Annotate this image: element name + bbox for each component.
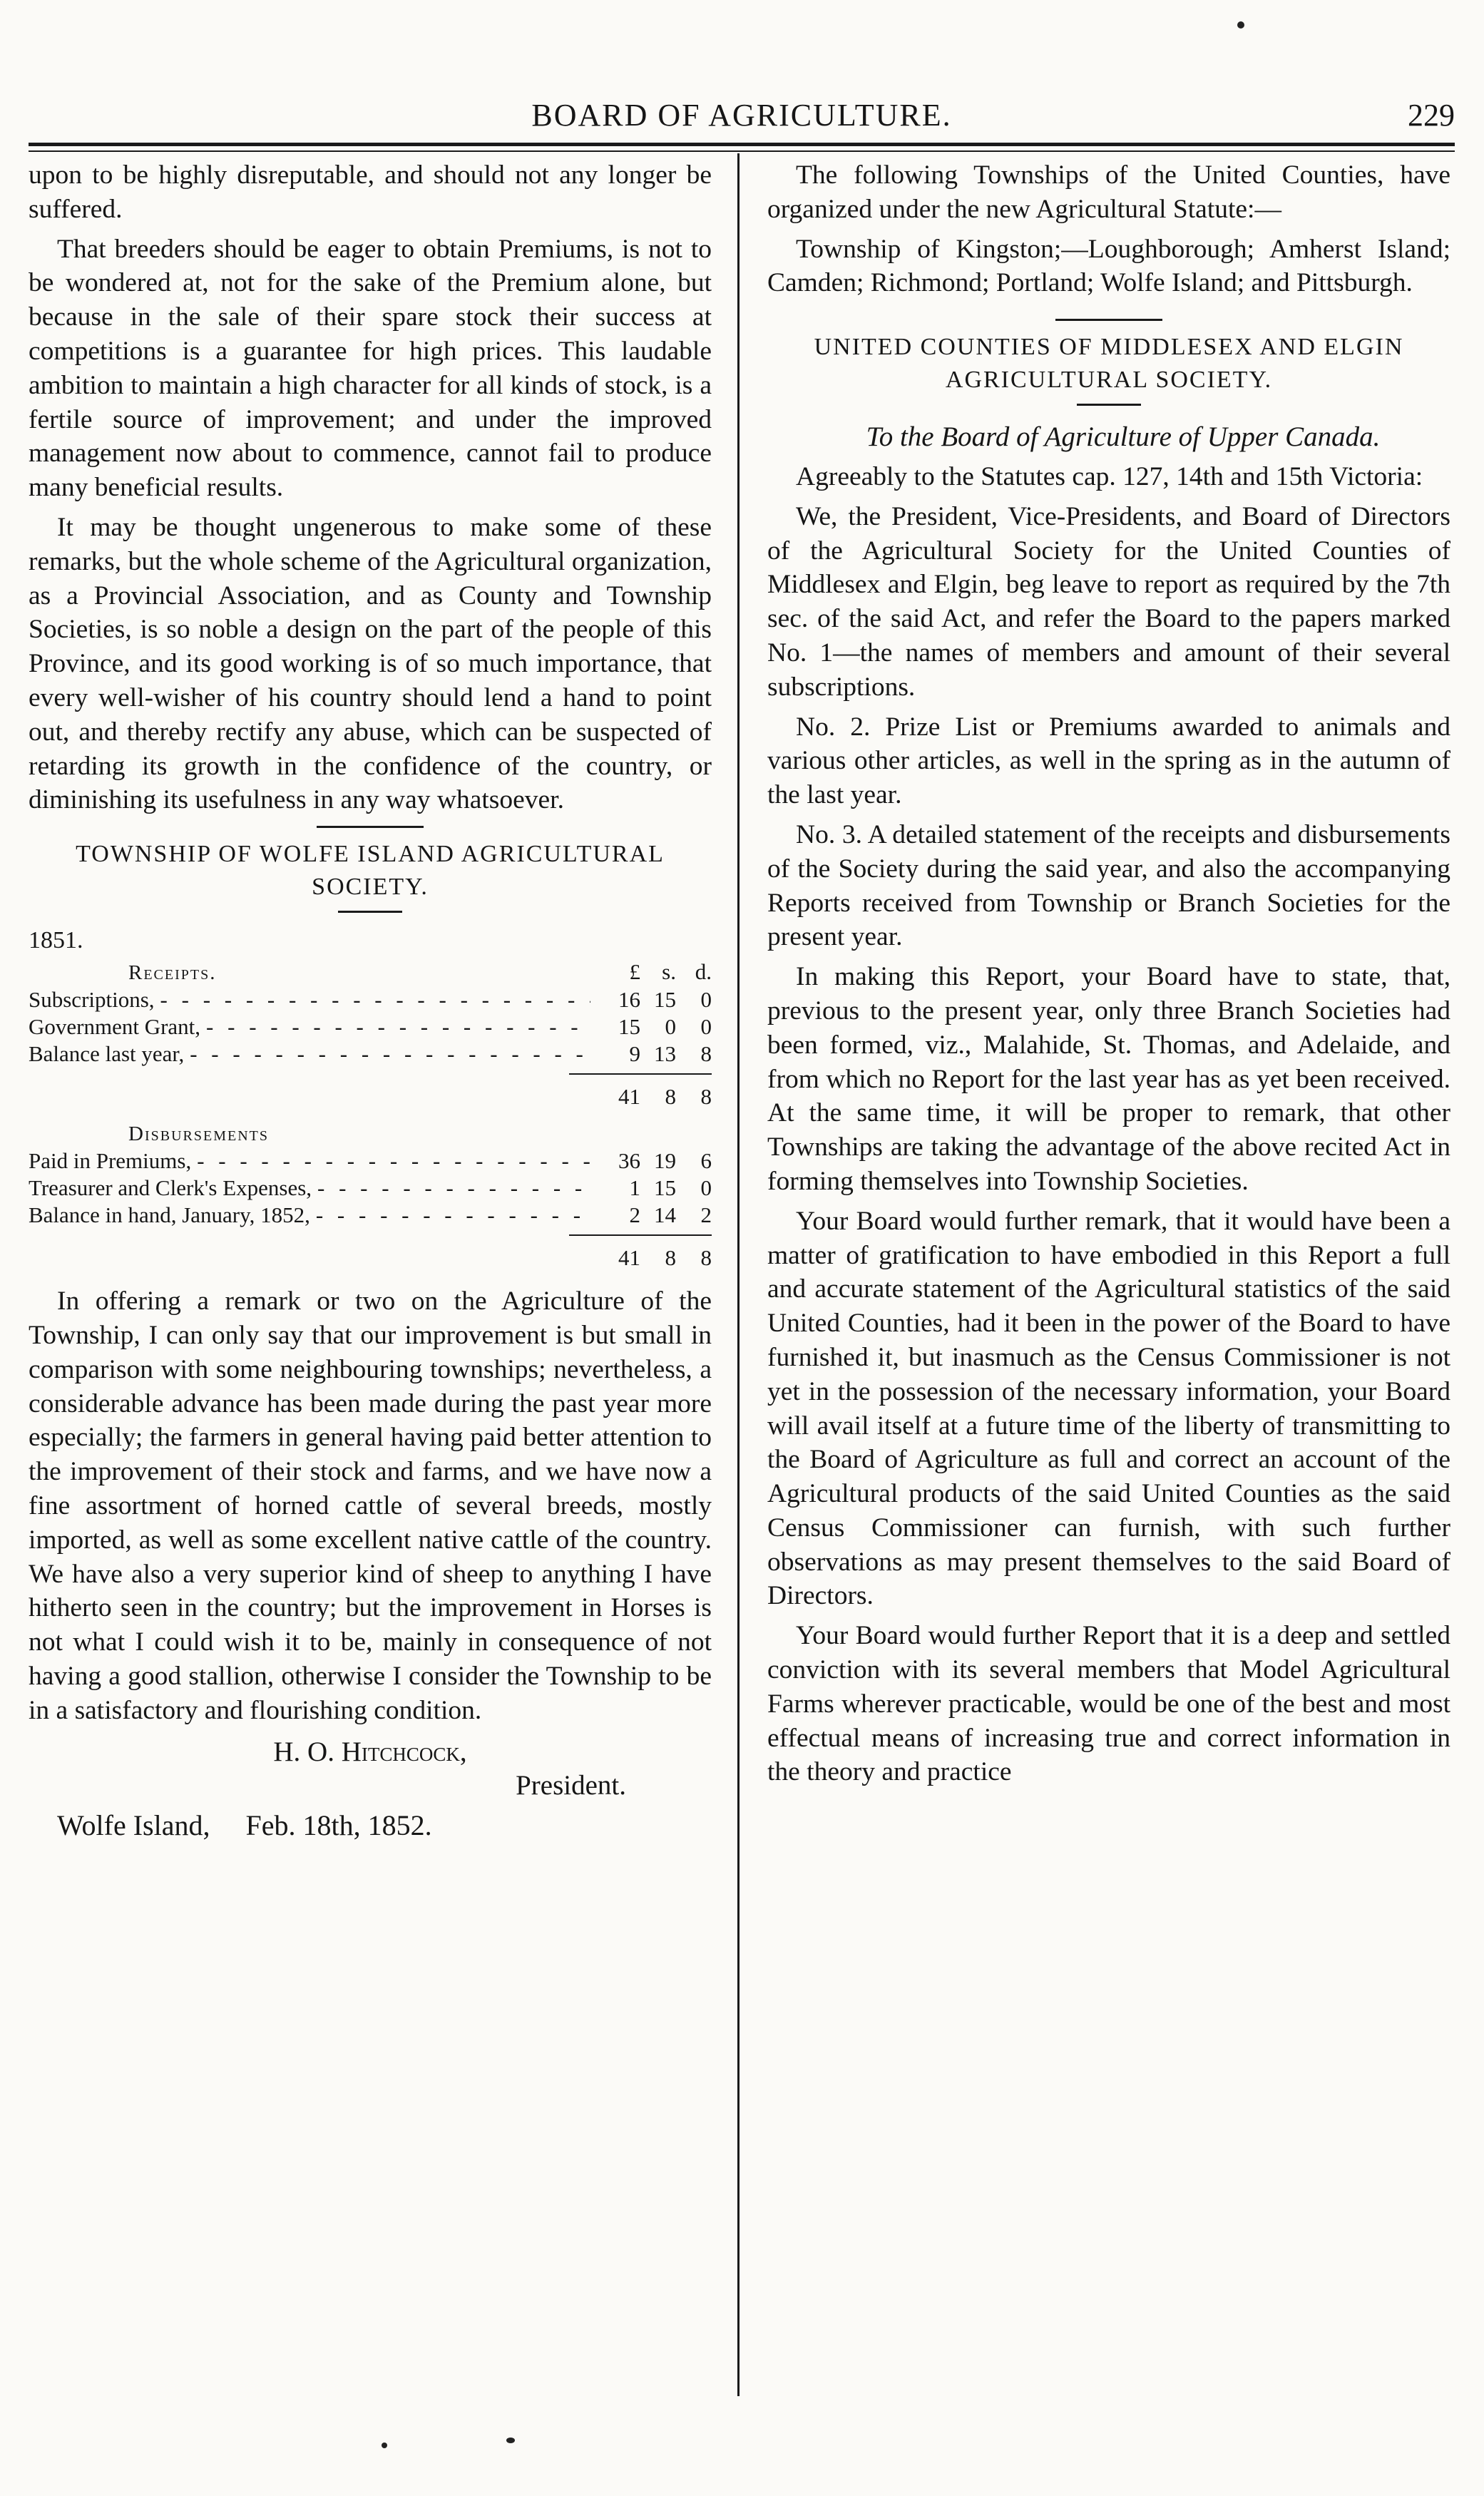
disbursements-header xyxy=(29,1120,712,1147)
paragraph: In offering a remark or two on the Agriculture of the Township, I can only say that our improvement is but small in comparison with some neighbouring townships; nevertheless, a considerable advance has been made during the past year more especially; the farmers in general having paid better attention to the improvement of their stock and farms, and we have now a fine assortment of horned cattle of several breeds, mostly imported, as well as some excellent native cattle of the country. We have also a very superior kind of sheep to anything I have hitherto seen in the country; but the improvement in Horses is not what I could wish it to be, mainly in consequence of not having a good stallion, otherwise I consider the Township to be in a satisfactory and flourishing condition. xyxy=(29,1287,712,1725)
receipts-header xyxy=(29,958,712,986)
left-column xyxy=(29,158,712,1848)
table-row: Balance in hand, January, 1852, - - - 2 14 2 xyxy=(29,1202,712,1229)
disbursements-total: 41 8 8 xyxy=(618,1245,712,1271)
paragraph: In making this Report, your Board have to state, that, previous to the present year, only three Branch Societies had been formed, viz., Malahide, St. Thomas, and Adelaide, and from which no Report for the last year has as yet been received. At the same time, it will be proper to remark, that other Townships are taking the advantage of the above recited Act in forming themselves into Township Societies. xyxy=(767,962,1450,1196)
section-rule xyxy=(317,826,424,828)
section-rule-small xyxy=(1077,404,1141,406)
signature-place-date xyxy=(29,1809,712,1843)
total-rule xyxy=(569,1073,712,1075)
account-year: 1851. xyxy=(29,927,83,954)
receipts-total: 41 8 8 xyxy=(618,1084,712,1110)
print-speck xyxy=(1237,21,1244,29)
running-title: BOARD OF AGRICULTURE. xyxy=(531,98,952,133)
table-row: Balance last year, - - - 9 13 8 xyxy=(29,1040,712,1068)
address-line: To the Board of Agriculture of Upper Canada. xyxy=(866,421,1381,453)
running-header xyxy=(29,93,1455,135)
total-rule xyxy=(569,1234,712,1236)
paragraph: upon to be highly disreputable, and should not any longer be suffered. xyxy=(29,160,712,224)
section-heading: UNITED COUNTIES OF MIDDLESEX AND ELGIN AGRICULTURAL SOCIETY. xyxy=(814,334,1404,394)
signature-name: H. O. Hitchcock, xyxy=(273,1736,467,1767)
signature-date: Feb. 18th, 1852. xyxy=(245,1809,432,1842)
header-rule-thick xyxy=(29,143,1455,146)
receipts-label: Receipts. xyxy=(128,961,217,985)
page xyxy=(29,0,1455,2496)
table-row: Subscriptions, - - - 16 15 0 xyxy=(29,986,712,1013)
paragraph: We, the President, Vice-Presidents, and Board of Directors of the Agricultural Society for the United Counties of Middlesex and Elgin, beg leave to report as required by the 7th sec. of the said Act, and refer the Board to the papers marked No. 1—the names of members and amount of their several subscriptions. xyxy=(767,501,1450,702)
paragraph: Township of Kingston;—Loughborough; Amherst Island; Camden; Richmond; Portland; Wolfe Island; and Pittsburgh. xyxy=(767,234,1450,298)
print-speck xyxy=(382,2443,387,2448)
table-row: Paid in Premiums, - - - 36 19 6 xyxy=(29,1147,712,1175)
paragraph: That breeders should be eager to obtain Premiums, is not to be wondered at, not for the sake of the Premium alone, but because in the sale of their spare stock their success at competitions is a guarantee for high prices. This laudable ambition to maintain a high character for all kinds of stock, is a fertile source of improvement; and under the improved management now about to commence, cannot fail to produce many beneficial results. xyxy=(29,234,712,503)
paragraph: No. 2. Prize List or Premiums awarded to animals and various other articles, as well in the spring as in the autumn of the last year. xyxy=(767,712,1450,810)
column-divider xyxy=(737,153,740,2396)
currency-shillings: s. xyxy=(662,959,676,985)
signature-place: Wolfe Island, xyxy=(57,1809,210,1842)
currency-pence: d. xyxy=(695,959,712,985)
header-rule-thin xyxy=(29,150,1455,152)
accounts-table xyxy=(29,927,712,1272)
signature-title: President. xyxy=(516,1770,626,1801)
paragraph: The following Townships of the United Counties, have organized under the new Agricultural Statute:— xyxy=(767,160,1450,224)
section-heading: TOWNSHIP OF WOLFE ISLAND AGRICULTURAL SOCIETY. xyxy=(76,841,665,901)
section-rule xyxy=(1055,319,1162,321)
paragraph: Your Board would further Report that it is a deep and settled conviction with its several members that Model Agricultural Farms wherever practicable, would be one of the best and most effectual means of increasing true and correct information in the theory and practice xyxy=(767,1621,1450,1787)
paragraph: It may be thought ungenerous to make some of these remarks, but the whole scheme of the Agricultural organization, as a Provincial Association, and as County and Township Societies, is so noble a design on the part of the people of this Province, and its good working is of so much importance, that every well-wisher of his country should lend a hand to point out, and thereby rectify any abuse, which can be suspected of retarding its growth in the confidence of the country, or diminishing its usefulness in any way whatsoever. xyxy=(29,512,712,815)
paragraph: No. 3. A detailed statement of the receipts and disbursements of the Society during the said year, and also the accompanying Reports received from Township or Branch Societies for the present year. xyxy=(767,819,1450,952)
right-column xyxy=(767,158,1450,1795)
table-row: Government Grant, - - - 15 0 0 xyxy=(29,1013,712,1040)
paragraph: Agreeably to the Statutes cap. 127, 14th and 15th Victoria: xyxy=(796,461,1423,491)
table-row: Treasurer and Clerk's Expenses, - - - 1 15 0 xyxy=(29,1175,712,1202)
currency-pounds: £ xyxy=(629,959,640,985)
section-rule-small xyxy=(338,911,402,913)
disbursements-label: Disbursements xyxy=(128,1122,269,1146)
page-number: 229 xyxy=(1408,98,1455,133)
paragraph: Your Board would further remark, that it would have been a matter of gratification to have embodied in this Report a full and accurate statement of the Agricultural statistics of the said United Counties, had it been in the power of the Board to have furnished it, but inasmuch as the Census Commissioner is not yet in the possession of the necessary information, your Board will avail itself at a future time of the liberty of transmitting to the Board of Agriculture as full and correct an account of the Agricultural products of the said United Counties as the said Census Commissioner can furnish, with such further observations as may present themselves to the said Board of Directors. xyxy=(767,1206,1450,1611)
print-speck xyxy=(506,2438,515,2443)
